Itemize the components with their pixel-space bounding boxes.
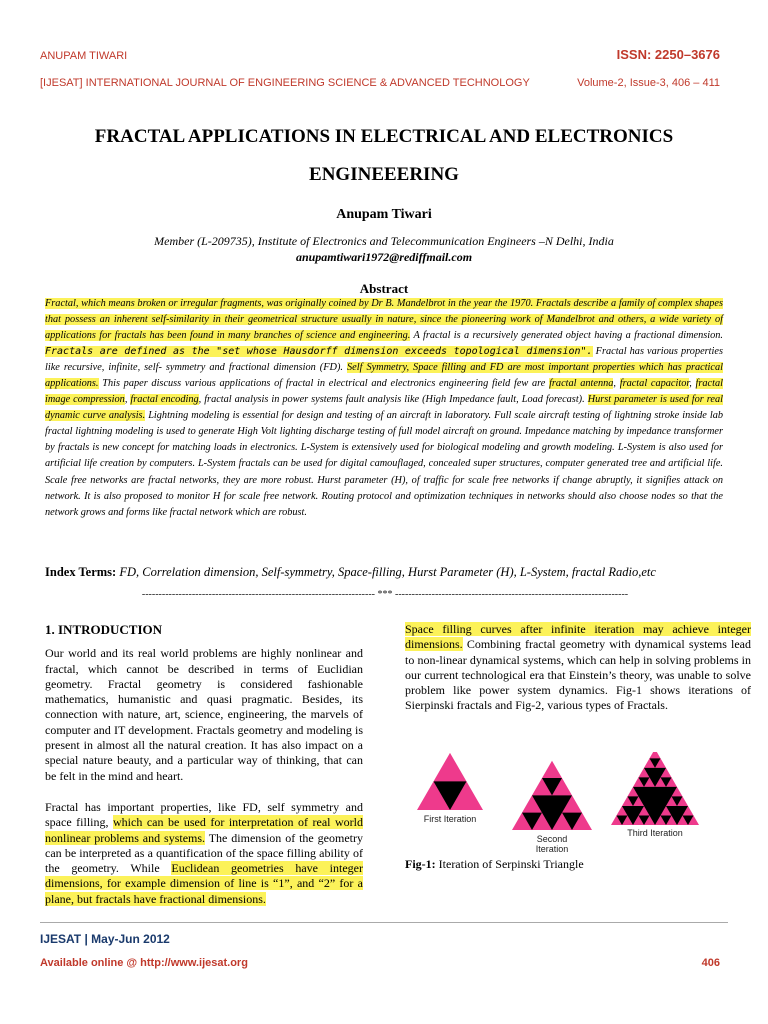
label-second-line-2: Iteration (535, 844, 569, 854)
figure-caption-label: Fig-1: (405, 857, 436, 871)
header-author: ANUPAM TIWARI (40, 50, 128, 62)
intro-p2-d: Euclidean geometries have integer dimensions, for example dimension of line is “1”, and “2” for a plane, but fractals have fractional dimensions. (45, 861, 363, 906)
index-terms-text: FD, Correlation dimension, Self-symmetry, Space-filling, Hurst Parameter (H), L-System, fractal Radio,etc (116, 565, 656, 579)
label-third-iteration: Third Iteration (627, 828, 683, 838)
author-affiliation: Member (L-209735), Institute of Electronics and Telecommunication Engineers –N Delhi, India (154, 234, 614, 248)
abstract-heading: Abstract (359, 281, 409, 296)
abstract-s10: , (689, 378, 696, 390)
abstract-s8: , (613, 378, 620, 390)
footer-divider (40, 922, 728, 923)
footer-page-number: 406 (701, 957, 720, 969)
abstract-s14: , fractal analysis in power systems fault analysis like (High Impedance fault, Load forecast). (198, 394, 588, 406)
right-p-a: Space filling curves after infinite iteration may achieve integer dimensions. (405, 622, 751, 652)
paper-title (40, 118, 728, 194)
abstract-s9: fractal capacitor (619, 378, 690, 390)
author-name: Anupam Tiwari (336, 207, 432, 222)
author-email: anupamtiwari1972@rediffmail.com (295, 250, 473, 264)
abstract-s4: Fractal has various properties like recursive, infinite, self- symmetry and fractional dimension (FD). (45, 346, 723, 374)
abstract-s13: fractal encoding (130, 394, 199, 406)
abstract-s5: Self Symmetry, Space filling and FD are most important properties which has practical applications. (45, 362, 724, 390)
abstract-s7: fractal antenna (549, 378, 614, 390)
figure-caption (405, 857, 584, 872)
title-line-2: ENGINEEERING (309, 164, 459, 185)
intro-paragraph-1: Our world and its real world problems are highly nonlinear and fractal, which cannot be described in terms of Euclidian geometry. Fractal geometry is considered fashionable mathematics, humanistic and quasi pragmatic. Besides, its connection with nature, art, science, engineering, the marvels of computer and IT development. Fractals geometry and modeling is present in almost all the natural creation. It has also impact on a special nature beauty, and a particular way of thinking, that can be felt in the mind and heart. (45, 646, 363, 783)
right-paragraph (405, 622, 751, 714)
intro-p2-b: which can be used for interpretation of real world nonlinear problems and systems. (45, 815, 363, 845)
intro-heading: 1. INTRODUCTION (45, 622, 163, 637)
label-second-line-1: Second (536, 834, 568, 844)
title-line-1: FRACTAL APPLICATIONS IN ELECTRICAL AND ELECTRONICS (94, 126, 674, 147)
abstract-s6: This paper discuss various applications of fractal in electrical and electronics engineering field few are (98, 378, 550, 390)
abstract-s12: , (124, 394, 131, 406)
abstract-s2: A fractal is a recursively generated object having a fractional dimension. (410, 330, 723, 342)
right-column (405, 622, 751, 730)
intro-paragraph-2 (45, 800, 363, 907)
index-terms-label: Index Terms: (45, 565, 117, 579)
sierpinski-figure (400, 752, 750, 872)
footer-available-online: Available online @ http://www.ijesat.org (40, 957, 248, 969)
index-terms (45, 565, 735, 580)
header-issn: ISSN: 2250–3676 (616, 47, 720, 62)
label-first-iteration: First Iteration (423, 814, 477, 824)
abstract-s11: fractal image compression (45, 378, 723, 406)
intro-p2-a: Fractal has important properties, like FD, self symmetry and space filling, (45, 799, 363, 830)
abstract-s3: Fractals are defined as the "set whose Hausdorff dimension exceeds topological dimension". (45, 346, 593, 358)
intro-p2-c: The dimension of the geometry can be interpreted as a quantification of the space filling ability of the geometry. While (45, 830, 363, 876)
footer-journal-issue: IJESAT | May-Jun 2012 (40, 932, 170, 946)
abstract-s1: Fractal, which means broken or irregular fragments, was originally coined by Dr B. Mandelbrot in the year the 1970. Fractals describe a family of complex shapes that possess an inherent self-similarity in their geometrical structure usually in nature, since the pioneering work of Mandelbrot and others, a wide variety of applications for fractals has been found in many branches of science and engineering. (45, 298, 723, 342)
right-p-b: Combining fractal geometry with dynamical systems lead to non-linear dynamical systems, which can help in solving problems in our current technological era that Einstein’s theory, was unable to solve problem like power system dynamics. Fig-1 shows iterations of Sierpinski fractals and Fig-2, various types of Fractals. (405, 637, 751, 713)
header-journal: [IJESAT] INTERNATIONAL JOURNAL OF ENGINEERING SCIENCE & ADVANCED TECHNOLOGY (40, 77, 530, 89)
section-separator: ---------------------------------------------------------------------- *** ---------------------------------------------------------------------- (141, 589, 629, 600)
abstract-body (45, 296, 723, 521)
label-second-iteration (512, 834, 592, 854)
left-column (45, 622, 363, 923)
abstract-s15: Hurst parameter is used for real dynamic curve analysis. (45, 394, 723, 422)
abstract-s16: Lightning modeling is essential for design and testing of an aircraft in laboratory. Full scale aircraft testing of lightning stroke inside lab fractal lightning modeling is used to generate High Volt lighting discharge testing of full model aircraft on ground. Impedance matching by impedance transformer by fractals is new concept for matching loads in electronics. L-System is extensively used for biological modeling and growth modeling. L-System is also used for artificial life creation by computers. L-System fractals can be used for digital camouflaged, concealed super structures, computer generated tree and artificial life. Scale free networks are fractal networks, they are more robust. Hurst parameter (H), of traffic for scale free networks if change abruptly, it signifies attack on network. It is also proposed to monitor H for scale free network. Routing protocol and optimization techniques in networks should also choose nodes so that the network grows and forms like fractal network which are robust. (45, 410, 723, 518)
figure-caption-text: Iteration of Serpinski Triangle (435, 857, 584, 871)
header-volume: Volume-2, Issue-3, 406 – 411 (577, 77, 720, 89)
